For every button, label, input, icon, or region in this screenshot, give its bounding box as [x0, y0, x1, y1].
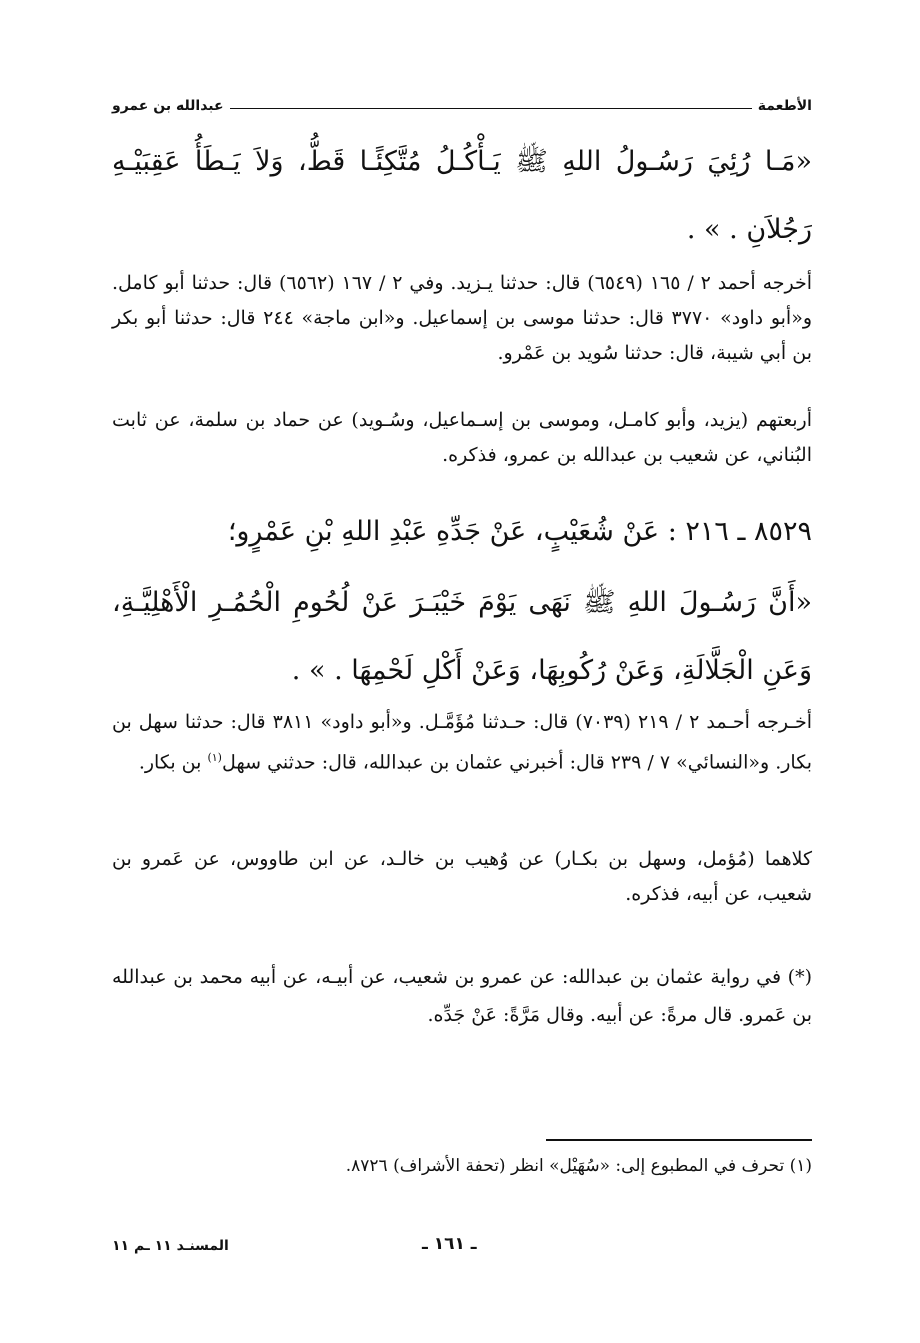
chain-paragraph-1: أربعتهم (يزيد، وأبو كامـل، وموسى بن إسـماعيل، وسُـويد) عن حماد بن سلمة، عن ثابت البُناني، عن شعيب بن عبدالله بن عمرو، فذكره. [112, 409, 812, 466]
hadith-text-1: «مَـا رُئِيَ رَسُـولُ اللهِ ﷺ يَـأْكُـلُ مُتَّكِئًـا قَطُّ، وَلاَ يَـطَأُ عَقِبَيْـهِ رَجُلاَنِ . » . [112, 146, 812, 245]
running-header [112, 92, 812, 114]
chain-paragraph-2: كلاهما (مُؤمل، وسهل بن بكـار) عن وُهيب بن خالـد، عن ابن طاووس، عن عَمرو بن شعيب، عن أبيه، فذكره. [112, 848, 812, 905]
hadith-text-2: «أَنَّ رَسُـولَ اللهِ ﷺ نَهَى يَوْمَ خَيْبَـرَ عَنْ لُحُومِ الْحُمُـرِ الْأَهْلِيَّـةِ، وَعَنِ الْجَلَّالَةِ، وَعَنْ رُكُوبِهَا، وَعَنْ أَكْلِ لَحْمِهَا . » . [112, 587, 812, 686]
takhrij-paragraph-1: أخرجه أحمد ٢ / ١٦٥ (٦٥٤٩) قال: حدثنا يـزيد. وفي ٢ / ١٦٧ (٦٥٦٢) قال: حدثنا أبو كامل. و«أبو داود» ٣٧٧٠ قال: حدثنا موسى بن إسماعيل. و«ابن ماجة» ٢٤٤ قال: حدثنا أبو بكر بن أبي شيبة، قال: حدثنا سُويد بن عَمْرو. [112, 272, 813, 364]
takhrij-2-end: بن بكار. [138, 751, 208, 774]
chapter-title: الأطعمة [757, 98, 812, 114]
narrator-title: عبدالله بن عمرو [112, 98, 224, 114]
page-number: ـ ١٦١ ـ [422, 1234, 477, 1254]
takhrij-paragraph-2 [112, 705, 812, 780]
footnote-text: (١) تحرف في المطبوع إلى: «سُهَيْل» انظر (تحفة الأشراف) ٨٧٢٦. [345, 1156, 812, 1176]
takhrij-2-text: أخـرجه أحـمد ٢ / ٢١٩ (٧٠٣٩) قال: حـدثنا مُؤَمَّـل. و«أبو داود» ٣٨١١ قال: حدثنا سهل بن بكار. و«النسائي» ٧ / ٢٣٩ قال: أخبرني عثمان بن عبدالله، قال: حدثني سهل [112, 711, 812, 774]
header-rule [230, 108, 752, 109]
hadith-number-heading: ٨٥٢٩ ـ ٢١٦ : عَنْ شُعَيْبٍ، عَنْ جَدِّهِ عَبْدِ اللهِ بْنِ عَمْرٍو؛ [227, 516, 812, 547]
footnote-reference: (١) [207, 751, 222, 764]
page-footer [112, 1234, 812, 1262]
star-note: (*) في رواية عثمان بن عبدالله: عن عمرو بن شعيب، عن أبيـه، عن أبيه محمد بن عبدالله بن عَمرو. قال مرةً: عن أبيه. وقال مَرَّةً: عَنْ جَدِّه. [112, 966, 812, 1026]
footnote-rule [546, 1139, 812, 1141]
print-signature: المسنـد ١١ ـم ١١ [112, 1238, 229, 1254]
